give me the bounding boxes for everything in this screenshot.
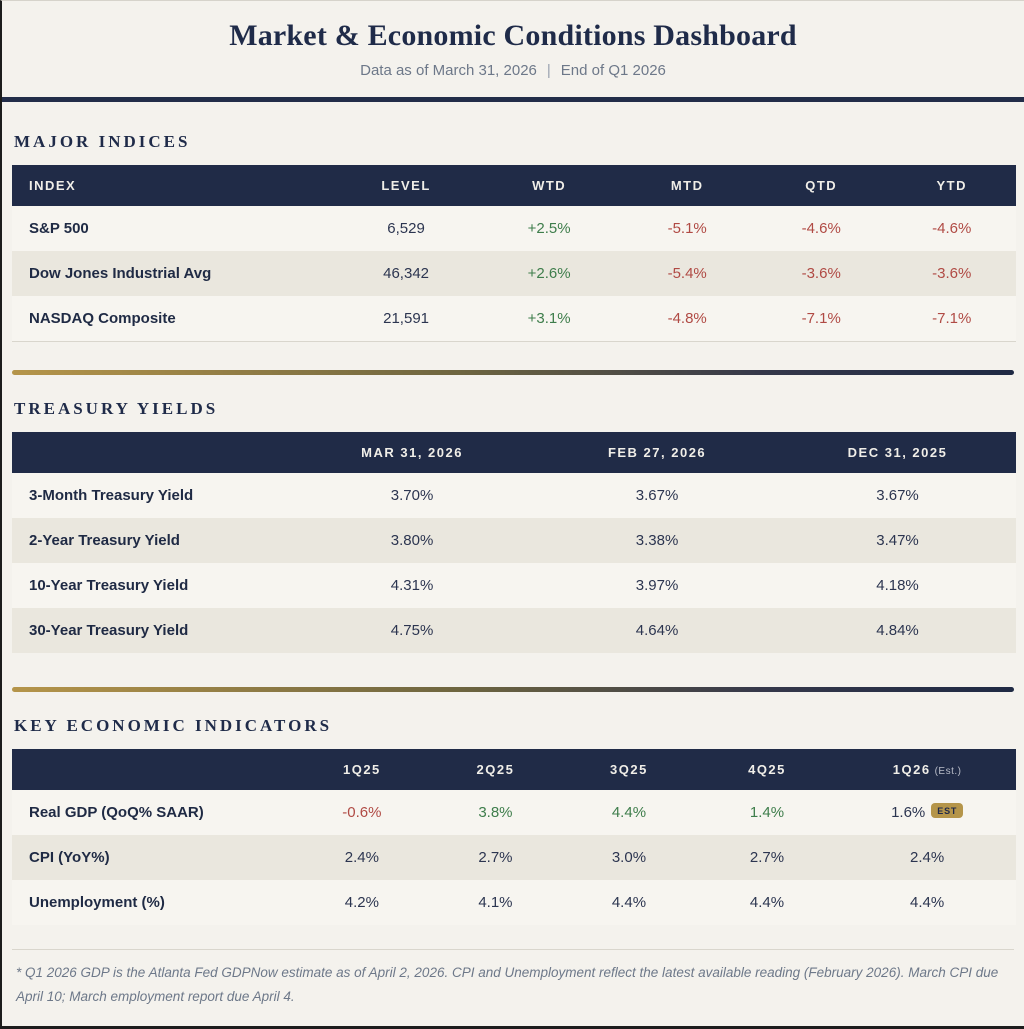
section-divider: [12, 687, 1014, 692]
dashboard-page: [2, 1, 1024, 1026]
column-header-mar-31-2026: MAR 31, 2026: [289, 432, 535, 473]
table-row: [12, 835, 1016, 880]
qtd-cell: -3.6%: [801, 265, 841, 282]
table-row: [12, 563, 1016, 608]
treasury-yields-table: [12, 432, 1016, 653]
indicator-value-cell: 4.2%: [344, 893, 379, 911]
est-suffix-label: (Est.): [934, 765, 962, 777]
yield-value-cell: 4.64%: [635, 621, 679, 639]
yield-value-cell: 3.38%: [635, 531, 679, 549]
column-header-index: INDEX: [12, 165, 333, 206]
indicator-value-cell: 2.4%: [910, 848, 945, 866]
header-rule: [2, 97, 1024, 102]
indicator-name-cell: Real GDP (QoQ% SAAR): [29, 803, 204, 821]
indicator-value-cell: 4.4%: [910, 893, 945, 911]
major-indices-table: [12, 165, 1016, 342]
section-divider: [12, 370, 1014, 375]
indicator-value-cell: 2.7%: [478, 848, 513, 866]
indicator-value-cell: 2.7%: [749, 848, 785, 866]
subtitle-separator: |: [546, 62, 551, 79]
page-title: Market & Economic Conditions Dashboard: [229, 19, 797, 52]
level-cell: 46,342: [383, 265, 430, 282]
table-row: [12, 790, 1016, 835]
table-row: [12, 608, 1016, 653]
indicator-value-cell: -0.6%: [342, 803, 382, 821]
level-cell: 21,591: [383, 309, 430, 327]
table-row: [12, 206, 1016, 251]
yield-value-cell: 3.80%: [390, 531, 434, 549]
table-header-row: [12, 749, 1016, 790]
ytd-cell: -3.6%: [932, 265, 972, 282]
table-header-row: [12, 432, 1016, 473]
indicator-value-cell: 2.4%: [344, 848, 379, 866]
yield-value-cell: 3.67%: [876, 486, 919, 504]
indicator-name-cell: Unemployment (%): [29, 893, 165, 911]
ytd-cell: -4.6%: [932, 220, 972, 237]
yield-value-cell: 3.70%: [390, 486, 434, 504]
level-cell: 6,529: [387, 220, 425, 237]
column-header-1q26-est: 1Q26 (Est.): [838, 749, 1016, 790]
mtd-cell: -5.1%: [667, 220, 707, 237]
column-header-qtd: QTD: [755, 165, 888, 206]
table-row: [12, 251, 1016, 296]
wtd-cell: +3.1%: [527, 309, 571, 327]
key-economic-indicators-table: [12, 749, 1016, 925]
column-header-1q25: 1Q25: [295, 749, 429, 790]
column-header-mtd: MTD: [619, 165, 755, 206]
footnote: * Q1 2026 GDP is the Atlanta Fed GDPNow estimate as of April 2, 2026. CPI and Unemployment reflect the latest available reading (February 2026). March CPI due April 10; March employment report due April 4.: [12, 949, 1014, 1027]
yield-name-cell: 2-Year Treasury Yield: [29, 531, 180, 549]
yield-value-cell: 3.47%: [876, 531, 919, 549]
index-name-cell: S&P 500: [29, 220, 89, 237]
indicator-value-cell: 4.4%: [611, 893, 647, 911]
qtd-cell: -4.6%: [801, 220, 841, 237]
wtd-cell: +2.5%: [527, 220, 571, 237]
section-heading-major-indices: MAJOR INDICES: [14, 132, 191, 151]
data-as-of-label: Data as of March 31, 2026: [360, 62, 537, 79]
section-heading-key-economic-indicators: KEY ECONOMIC INDICATORS: [14, 715, 333, 735]
column-header-feb-27-2026: FEB 27, 2026: [535, 432, 779, 473]
column-header-wtd: WTD: [479, 165, 620, 206]
indicator-value-cell: 3.0%: [611, 848, 647, 866]
yield-value-cell: 3.67%: [635, 486, 679, 504]
page-subtitle: [2, 62, 1024, 79]
section-heading-treasury-yields: TREASURY YIELDS: [14, 398, 219, 418]
est-badge: EST: [931, 803, 963, 818]
period-label: End of Q1 2026: [560, 62, 666, 79]
column-header-dec-31-2025: DEC 31, 2025: [779, 432, 1016, 473]
indicator-value-cell: 1.6% EST: [838, 790, 1016, 835]
indicator-value-cell: 4.4%: [749, 893, 785, 911]
index-name-cell: NASDAQ Composite: [29, 309, 176, 327]
wtd-cell: +2.6%: [527, 265, 571, 282]
indicator-value-cell: 4.1%: [478, 893, 513, 911]
column-header-empty: [12, 749, 295, 790]
yield-value-cell: 4.84%: [876, 621, 919, 639]
column-header-4q25: 4Q25: [696, 749, 839, 790]
yield-name-cell: 10-Year Treasury Yield: [29, 576, 189, 594]
yield-name-cell: 30-Year Treasury Yield: [29, 621, 189, 639]
yield-value-cell: 4.18%: [876, 576, 919, 594]
column-header-2q25: 2Q25: [429, 749, 563, 790]
table-row: [12, 296, 1016, 341]
column-header-empty: [12, 432, 289, 473]
yield-name-cell: 3-Month Treasury Yield: [29, 486, 194, 504]
yield-value-cell: 4.31%: [390, 576, 434, 594]
index-name-cell: Dow Jones Industrial Avg: [29, 265, 212, 282]
indicator-value-cell: 3.8%: [478, 803, 513, 821]
indicator-value-cell: 1.4%: [749, 803, 785, 821]
indicator-name-cell: CPI (YoY%): [29, 848, 110, 866]
table-row: [12, 473, 1016, 518]
column-header-level: LEVEL: [333, 165, 479, 206]
yield-value-cell: 3.97%: [635, 576, 679, 594]
table-row: [12, 880, 1016, 925]
mtd-cell: -5.4%: [667, 265, 707, 282]
indicator-value-cell: 4.4%: [611, 803, 647, 821]
table-row: [12, 518, 1016, 563]
qtd-cell: -7.1%: [801, 309, 841, 327]
yield-value-cell: 4.75%: [390, 621, 434, 639]
column-header-ytd: YTD: [887, 165, 1016, 206]
column-header-3q25: 3Q25: [562, 749, 696, 790]
ytd-cell: -7.1%: [932, 309, 972, 327]
mtd-cell: -4.8%: [667, 309, 707, 327]
table-header-row: [12, 165, 1016, 206]
